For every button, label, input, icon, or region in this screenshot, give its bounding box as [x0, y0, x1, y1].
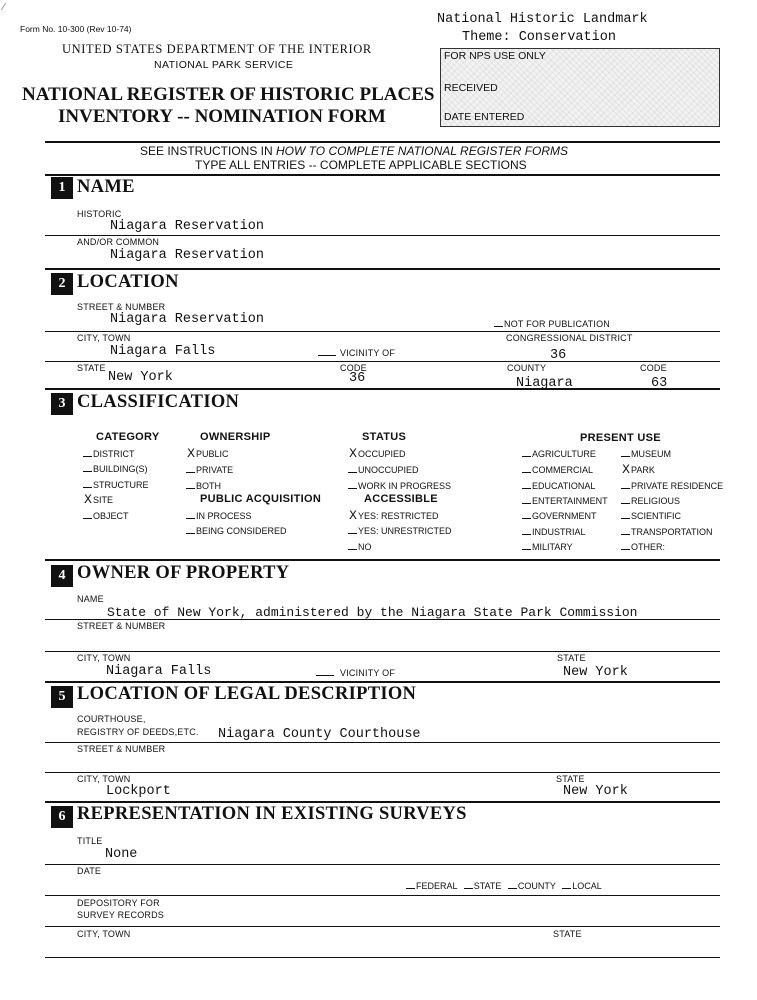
park-checkmark: X [622, 462, 630, 477]
historic-value: Niagara Reservation [110, 219, 264, 234]
landmark-theme: Theme: Conservation [462, 30, 616, 45]
city-value: Niagara Falls [110, 344, 216, 359]
accessible-restricted [348, 508, 439, 523]
form-number: Form No. 10-300 (Rev 10-74) [20, 24, 132, 34]
category-object [83, 511, 129, 521]
use-private-residence [621, 481, 723, 491]
status-work-in-progress-label: WORK IN PROGRESS [358, 481, 452, 491]
category-site-label: SITE [93, 495, 114, 505]
field-line [45, 331, 720, 332]
use-other-label: OTHER: [631, 542, 666, 552]
status-heading: STATUS [362, 431, 407, 443]
ownership-both [186, 481, 221, 491]
status-work-in-progress [348, 481, 451, 491]
state-label: STATE [77, 363, 106, 373]
nps-use-box [440, 48, 720, 127]
county-value: Niagara [516, 376, 573, 391]
instructions-line1 [140, 144, 568, 158]
use-museum-label: MUSEUM [631, 449, 671, 459]
nps-use-only-label: FOR NPS USE ONLY [444, 50, 546, 62]
acquisition-in-process-label: IN PROCESS [196, 511, 252, 521]
status-unoccupied [348, 465, 419, 475]
congress-value: 36 [550, 348, 567, 363]
section-1-title: NAME [77, 177, 135, 197]
section-divider [45, 801, 720, 803]
use-agriculture-label: AGRICULTURE [532, 449, 596, 459]
field-line [45, 361, 720, 362]
accessible-unrestricted-label: YES: UNRESTRICTED [358, 526, 452, 536]
survey-levels [406, 881, 602, 891]
ownership-private-label: PRIVATE [196, 465, 234, 475]
acquisition-in-process [186, 511, 252, 521]
use-government-label: GOVERNMENT [532, 511, 597, 521]
owner-city-label: CITY, TOWN [77, 653, 131, 663]
owner-name-value: State of New York, administered by the Niagara State Park Commission [107, 605, 638, 620]
date-entered-label: DATE ENTERED [444, 111, 525, 123]
survey-title-label: TITLE [77, 836, 103, 846]
owner-state-value: New York [563, 665, 628, 680]
use-military-label: MILITARY [532, 542, 573, 552]
use-agriculture [522, 449, 596, 459]
code-value: 36 [349, 371, 366, 386]
acquisition-heading: PUBLIC ACQUISITION [200, 493, 322, 505]
owner-state-label: STATE [557, 653, 586, 663]
legal-city-value: Lockport [106, 784, 171, 799]
category-district [83, 449, 135, 459]
ownership-public-label: PUBLIC [196, 449, 229, 459]
section-4-title: OWNER OF PROPERTY [77, 563, 290, 583]
courthouse-value: Niagara County Courthouse [218, 727, 421, 742]
ownership-private [186, 465, 233, 475]
accessible-no-label: NO [358, 542, 372, 552]
status-occupied [348, 446, 406, 461]
owner-vicinity-label: VICINITY OF [340, 668, 396, 678]
category-structure-label: STRUCTURE [93, 480, 149, 490]
legal-state-value: New York [563, 784, 628, 799]
use-park [621, 462, 655, 477]
corner-mark: ⁄ [3, 2, 5, 13]
accessible-heading: ACCESSIBLE [364, 493, 438, 505]
common-value: Niagara Reservation [110, 248, 264, 263]
public-checkmark: X [187, 446, 195, 461]
survey-date-label: DATE [77, 866, 102, 876]
legal-city-label: CITY, TOWN [77, 774, 131, 784]
department-name: UNITED STATES DEPARTMENT OF THE INTERIOR [62, 42, 372, 56]
survey-state-label: STATE [553, 929, 582, 939]
use-other [621, 542, 665, 552]
accessible-no [348, 542, 372, 552]
use-museum [621, 449, 671, 459]
instructions-italic: HOW TO COMPLETE NATIONAL REGISTER FORMS [276, 144, 569, 158]
divider [45, 141, 720, 143]
field-line [45, 895, 720, 896]
use-industrial [522, 527, 586, 537]
use-commercial-label: COMMERCIAL [532, 465, 594, 475]
use-park-label: PARK [631, 465, 655, 475]
present-use-heading: PRESENT USE [580, 432, 661, 444]
survey-title-value: None [105, 847, 138, 862]
use-scientific [621, 511, 681, 521]
section-2-number: 2 [51, 273, 73, 295]
use-entertainment-label: ENTERTAINMENT [532, 496, 608, 506]
historic-label: HISTORIC [77, 209, 122, 219]
service-name: NATIONAL PARK SERVICE [154, 59, 294, 71]
ownership-public [186, 446, 229, 461]
field-line [45, 651, 720, 652]
category-object-label: OBJECT [93, 511, 129, 521]
owner-name-label: NAME [77, 594, 104, 604]
section-3-number: 3 [51, 393, 73, 415]
vicinity-of [318, 348, 395, 358]
code2-label: CODE [640, 363, 667, 373]
street-label: STREET & NUMBER [77, 302, 166, 312]
category-site [83, 492, 114, 507]
city-label: CITY, TOWN [77, 333, 131, 343]
section-5-number: 5 [51, 686, 73, 708]
ownership-heading: OWNERSHIP [200, 431, 271, 443]
not-for-publication-label: NOT FOR PUBLICATION [504, 319, 610, 329]
category-structure [83, 480, 149, 490]
section-1-number: 1 [51, 177, 73, 199]
category-buildings-label: BUILDING(S) [93, 464, 148, 474]
use-private-residence-label: PRIVATE RESIDENCE [631, 481, 724, 491]
owner-street-label: STREET & NUMBER [77, 621, 166, 631]
use-government [522, 511, 597, 521]
category-buildings [83, 464, 148, 474]
common-label: AND/OR COMMON [77, 237, 160, 247]
restricted-checkmark: X [349, 508, 357, 523]
use-entertainment [522, 496, 608, 506]
use-military [522, 542, 573, 552]
courthouse-label-2: REGISTRY OF DEEDS,ETC. [77, 727, 199, 737]
survey-city-label: CITY, TOWN [77, 929, 131, 939]
field-line [45, 772, 720, 773]
field-line [45, 926, 720, 927]
courthouse-label-1: COURTHOUSE, [77, 714, 146, 724]
state-value: New York [108, 370, 173, 385]
street-value: Niagara Reservation [110, 312, 264, 327]
level-state: STATE [473, 881, 502, 891]
section-divider [45, 174, 720, 176]
form-title-line2: INVENTORY -- NOMINATION FORM [58, 106, 386, 127]
status-unoccupied-label: UNOCCUPIED [358, 465, 419, 475]
code2-value: 63 [651, 376, 668, 391]
instructions-prefix: SEE INSTRUCTIONS IN [140, 144, 277, 158]
landmark-line1: National Historic Landmark [437, 12, 648, 27]
section-divider [45, 388, 720, 390]
section-divider [45, 559, 720, 561]
ownership-both-label: BOTH [196, 481, 222, 491]
use-transportation [621, 527, 713, 537]
depository-label-1: DEPOSITORY FOR [77, 898, 160, 908]
field-line [45, 742, 720, 743]
acquisition-being-considered-label: BEING CONSIDERED [196, 526, 287, 536]
use-religious-label: RELIGIOUS [631, 496, 681, 506]
section-3-title: CLASSIFICATION [77, 392, 240, 412]
owner-vicinity [316, 668, 395, 678]
section-4-number: 4 [51, 565, 73, 587]
legal-street-label: STREET & NUMBER [77, 744, 166, 754]
category-district-label: DISTRICT [93, 449, 135, 459]
use-religious [621, 496, 680, 506]
status-occupied-label: OCCUPIED [358, 449, 406, 459]
form-title-line1: NATIONAL REGISTER OF HISTORIC PLACES [22, 84, 435, 105]
use-scientific-label: SCIENTIFIC [631, 511, 682, 521]
occupied-checkmark: X [349, 446, 357, 461]
field-line [45, 864, 720, 865]
use-industrial-label: INDUSTRIAL [532, 527, 586, 537]
code-label: CODE [340, 363, 367, 373]
section-2-title: LOCATION [77, 272, 179, 292]
use-transportation-label: TRANSPORTATION [631, 527, 713, 537]
instructions-line2: TYPE ALL ENTRIES -- COMPLETE APPLICABLE SECTIONS [195, 158, 527, 172]
legal-state-label: STATE [556, 774, 585, 784]
received-label: RECEIVED [444, 82, 498, 94]
section-6-title: REPRESENTATION IN EXISTING SURVEYS [77, 804, 467, 824]
site-checkmark: X [84, 492, 92, 507]
county-label: COUNTY [507, 363, 547, 373]
level-federal: FEDERAL [416, 881, 458, 891]
level-county: COUNTY [517, 881, 556, 891]
use-educational [522, 481, 595, 491]
acquisition-being-considered [186, 526, 287, 536]
not-for-publication [494, 319, 610, 329]
vicinity-label: VICINITY OF [340, 348, 396, 358]
owner-city-value: Niagara Falls [106, 664, 212, 679]
accessible-unrestricted [348, 526, 452, 536]
accessible-restricted-label: YES: RESTRICTED [358, 511, 439, 521]
section-divider [45, 681, 720, 683]
section-divider [45, 268, 720, 270]
field-line [45, 957, 720, 958]
level-local: LOCAL [572, 881, 602, 891]
category-heading: CATEGORY [96, 431, 160, 443]
section-5-title: LOCATION OF LEGAL DESCRIPTION [77, 684, 417, 704]
field-line [45, 235, 720, 236]
use-commercial [522, 465, 593, 475]
use-educational-label: EDUCATIONAL [532, 481, 596, 491]
section-6-number: 6 [51, 806, 73, 828]
field-line [45, 619, 720, 620]
congress-label: CONGRESSIONAL DISTRICT [506, 333, 633, 343]
depository-label-2: SURVEY RECORDS [77, 910, 164, 920]
